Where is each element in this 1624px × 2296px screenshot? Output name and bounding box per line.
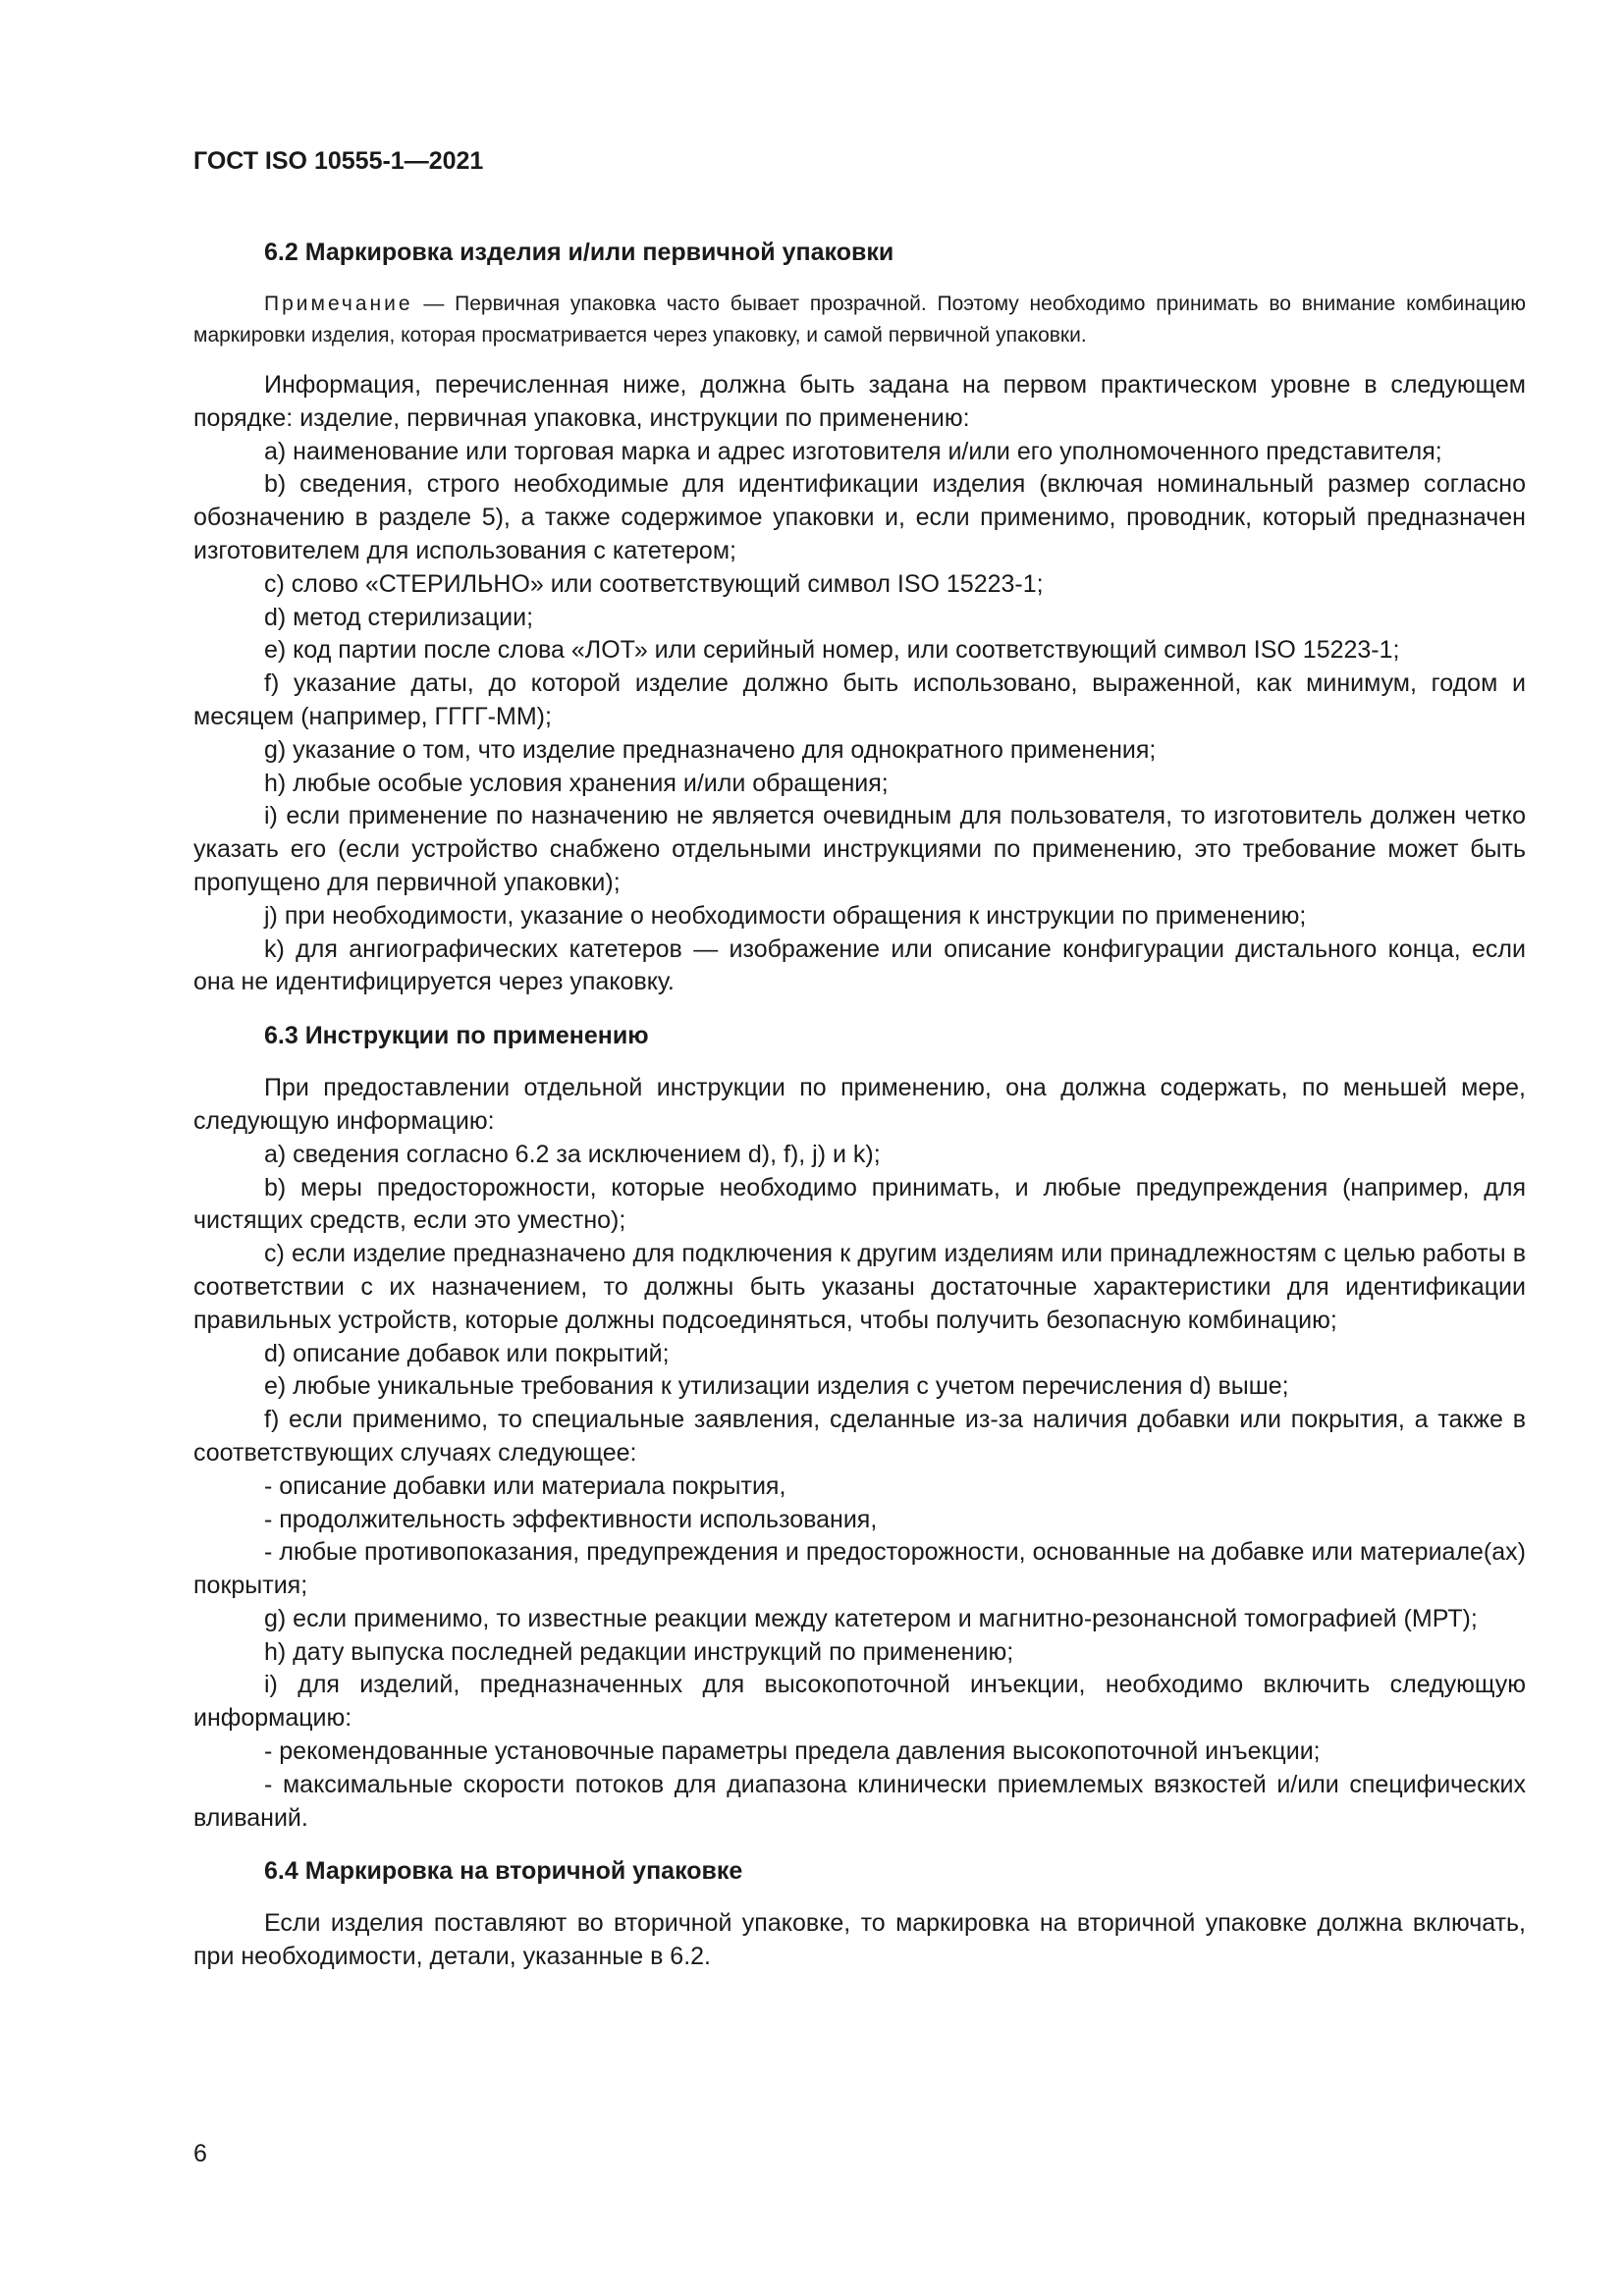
sub-list-item: - продолжительность эффективности использования, [264, 1505, 878, 1533]
list-item: g) если применимо, то известные реакции между катетером и магнитно-резонансной томографией (МРТ); [264, 1604, 1478, 1632]
spacer [193, 999, 1526, 1019]
section-6-3-intro: При предоставлении отдельной инструкции по применению, она должна содержать, по меньшей мере, следующую информацию: [193, 1074, 1526, 1135]
spacer [193, 1835, 1526, 1854]
list-item: e) любые уникальные требования к утилизации изделия с учетом перечисления d) выше; [264, 1372, 1289, 1401]
sub-list-item: - рекомендованные установочные параметры предела давления высокопоточной инъекции; [264, 1737, 1321, 1766]
section-6-3-title: 6.3 Инструкции по применению [264, 1022, 649, 1050]
page-number: 6 [193, 2140, 207, 2167]
list-item: k) для ангиографических катетеров — изображение или описание конфигурации дистального конца, если она не идентифицируется через упаковку. [193, 934, 1526, 996]
list-item: b) меры предосторожности, которые необходимо принимать, и любые предупреждения (например, для чистящих средств, если это уместно); [193, 1173, 1526, 1235]
list-item: c) если изделие предназначено для подключения к другим изделиям или принадлежностям с целью работы в соответствии с их назначением, то должны быть указаны достаточные характеристики для идентификации правильных устройств, которые должны подсоединяться, чтобы получить безопасную комбинацию; [193, 1240, 1526, 1334]
list-item: i) для изделий, предназначенных для высокопоточной инъекции, необходимо включить следующую информацию: [193, 1671, 1526, 1733]
list-item: f) указание даты, до которой изделие должно быть использовано, выраженной, как минимум, годом и месяцем (например, ГГГГ-ММ); [193, 669, 1526, 730]
list-item: h) дату выпуска последней редакции инструкций по применению; [264, 1637, 1014, 1666]
document-header: ГОСТ ISO 10555-1—2021 [193, 147, 484, 175]
section-6-2-title: 6.2 Маркировка изделия и/или первичной упаковки [264, 239, 894, 266]
sub-list-item: - описание добавки или материала покрытия, [264, 1471, 786, 1500]
section-6-4-title: 6.4 Маркировка на вторичной упаковке [264, 1857, 743, 1886]
list-item: e) код партии после слова «ЛОТ» или серийный номер, или соответствующий символ ISO 15223-1; [264, 636, 1400, 665]
sub-list-item: - любые противопоказания, предупреждения и предосторожности, основанные на добавке или материале(ах) покрытия; [193, 1538, 1526, 1600]
list-item: g) указание о том, что изделие предназначено для однократного применения; [264, 735, 1157, 764]
note-paragraph [193, 289, 1526, 351]
sub-list-item: - максимальные скорости потоков для диапазона клинически приемлемых вязкостей и/или специфических вливаний. [193, 1770, 1526, 1832]
section-6-2-intro: Информация, перечисленная ниже, должна быть задана на первом практическом уровне в следующем порядке: изделие, первичная упаковка, инструкции по применению: [193, 371, 1526, 432]
list-item: f) если применимо, то специальные заявления, сделанные из-за наличия добавки или покрытия, а также в соответствующих случаях следующее: [193, 1406, 1526, 1467]
list-item: c) слово «СТЕРИЛЬНО» или соответствующий символ ISO 15223-1; [264, 569, 1044, 598]
list-item: d) описание добавок или покрытий; [264, 1339, 670, 1367]
list-item: b) сведения, строго необходимые для идентификации изделия (включая номинальный размер согласно обозначению в разделе 5), а также содержимое упаковки и, если применимо, проводник, который предназначен изготовителем для использования с катетером; [193, 470, 1526, 564]
list-item: h) любые особые условия хранения и/или обращения; [264, 769, 889, 797]
list-item: j) при необходимости, указание о необходимости обращения к инструкции по применению; [264, 901, 1307, 930]
list-item: d) метод стерилизации; [264, 603, 534, 631]
list-item: a) сведения согласно 6.2 за исключением d), f), j) и k); [264, 1140, 881, 1168]
note-label: Примечание [264, 293, 413, 315]
list-item: i) если применение по назначению не является очевидным для пользователя, то изготовитель должен четко указать его (если устройство снабжено отдельными инструкциями по применению, это требование может быть пропущено для первичной упаковки); [193, 802, 1526, 896]
section-6-4-text: Если изделия поставляют во вторичной упаковке, то маркировка на вторичной упаковке должна включать, при необходимости, детали, указанные в 6.2. [193, 1909, 1526, 1971]
page-content [193, 236, 1526, 1974]
note-text: — Первичная упаковка часто бывает прозрачной. Поэтому необходимо принимать во внимание комбинацию маркировки изделия, которая просматривается через упаковку, и самой первичной упаковки. [193, 293, 1526, 347]
list-item: a) наименование или торговая марка и адрес изготовителя и/или его уполномоченного представителя; [264, 437, 1442, 465]
